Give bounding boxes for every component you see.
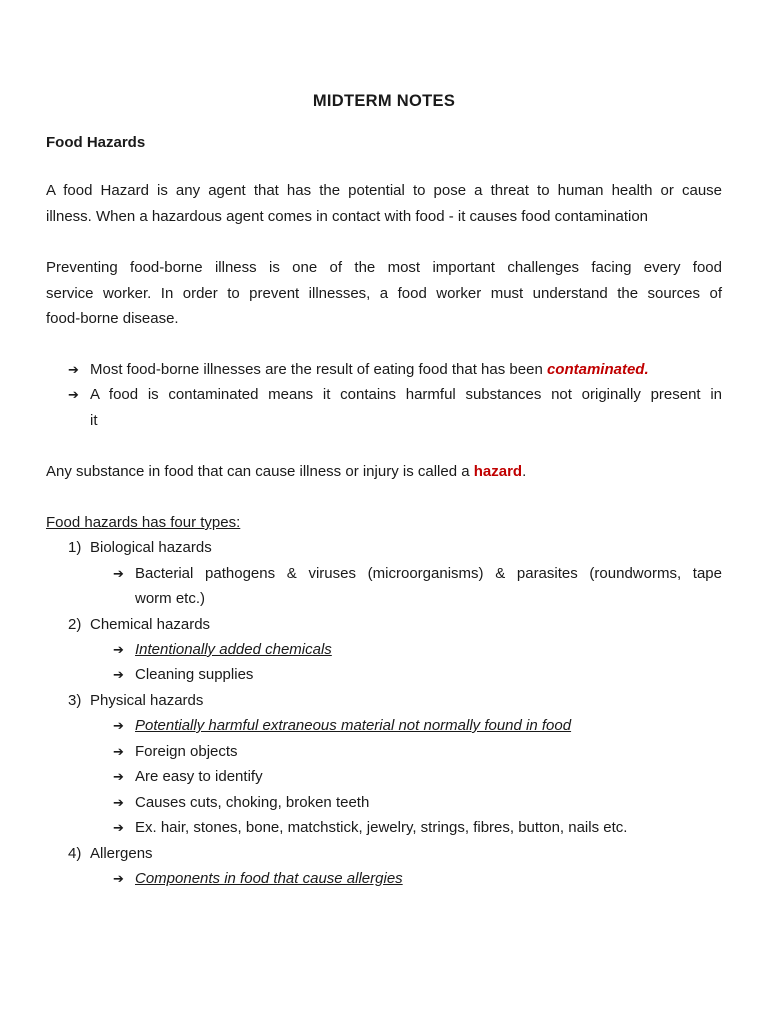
arrow-bullet-icon: ➔ (113, 795, 124, 810)
type-3-number: 3) (68, 692, 82, 709)
arrow-bullet-icon: ➔ (113, 566, 124, 581)
type-1-number: 1) (68, 539, 82, 556)
bullet-1-end: . (644, 361, 649, 378)
arrow-bullet-icon: ➔ (68, 362, 79, 377)
type-3-sub-2: Foreign objects (135, 743, 238, 760)
type-3-sub-4: Causes cuts, choking, broken teeth (135, 794, 370, 811)
type-3-label: Physical hazards (90, 692, 204, 709)
type-2-number: 2) (68, 616, 82, 633)
paragraph-1-line-1: A food Hazard is any agent that has the potential to pose a threat to human health or cause (46, 182, 722, 199)
arrow-bullet-icon: ➔ (113, 642, 124, 657)
arrow-bullet-icon: ➔ (113, 744, 124, 759)
bullet-1-text: Most food-borne illnesses are the result of eating food that has been (90, 361, 547, 378)
page-title: MIDTERM NOTES (312, 92, 456, 110)
type-4-number: 4) (68, 845, 82, 862)
paragraph-2-line-1: Preventing food-borne illness is one of the most important challenges facing every food (46, 259, 722, 276)
hazard-emphasis: hazard (473, 463, 523, 480)
type-1-label: Biological hazards (90, 539, 212, 556)
contaminated-emphasis: contaminated (546, 361, 645, 378)
bullet-2-line-1: A food is contaminated means it contains harmful substances not originally present in (90, 386, 722, 403)
type-4-sub-1: Components in food that cause allergies (135, 870, 403, 887)
type-2-label: Chemical hazards (90, 616, 211, 633)
type-1-sub-1-line-1: Bacterial pathogens & viruses (microorganisms) & parasites (roundworms, tape (135, 565, 722, 582)
bullet-2-line-2: it (90, 412, 98, 429)
arrow-bullet-icon: ➔ (113, 820, 124, 835)
paragraph-1-line-2: illness. When a hazardous agent comes in contact with food - it causes food contamination (46, 208, 648, 225)
paragraph-2-line-2: service worker. In order to prevent illnesses, a food worker must understand the sources of (46, 285, 722, 302)
bullet-1 (90, 360, 649, 380)
type-3-sub-1: Potentially harmful extraneous material not normally found in food (135, 717, 572, 734)
arrow-bullet-icon: ➔ (113, 667, 124, 682)
types-heading: Food hazards has four types: (46, 514, 241, 531)
type-2-sub-2: Cleaning supplies (135, 666, 254, 683)
hazard-definition-end: . (522, 463, 527, 480)
paragraph-2-line-3: food-borne disease. (46, 310, 179, 327)
type-3-sub-3: Are easy to identify (135, 768, 263, 785)
type-3-sub-5: Ex. hair, stones, bone, matchstick, jewelry, strings, fibres, button, nails etc. (135, 819, 628, 836)
arrow-bullet-icon: ➔ (68, 387, 79, 402)
arrow-bullet-icon: ➔ (113, 769, 124, 784)
type-4-label: Allergens (90, 845, 153, 862)
hazard-definition (46, 462, 526, 482)
hazard-definition-text: Any substance in food that can cause illness or injury is called a (46, 463, 474, 480)
type-2-sub-1: Intentionally added chemicals (135, 641, 332, 658)
section-heading: Food Hazards (46, 134, 146, 151)
type-1-sub-1-line-2: worm etc.) (135, 590, 206, 607)
arrow-bullet-icon: ➔ (113, 718, 124, 733)
arrow-bullet-icon: ➔ (113, 871, 124, 886)
